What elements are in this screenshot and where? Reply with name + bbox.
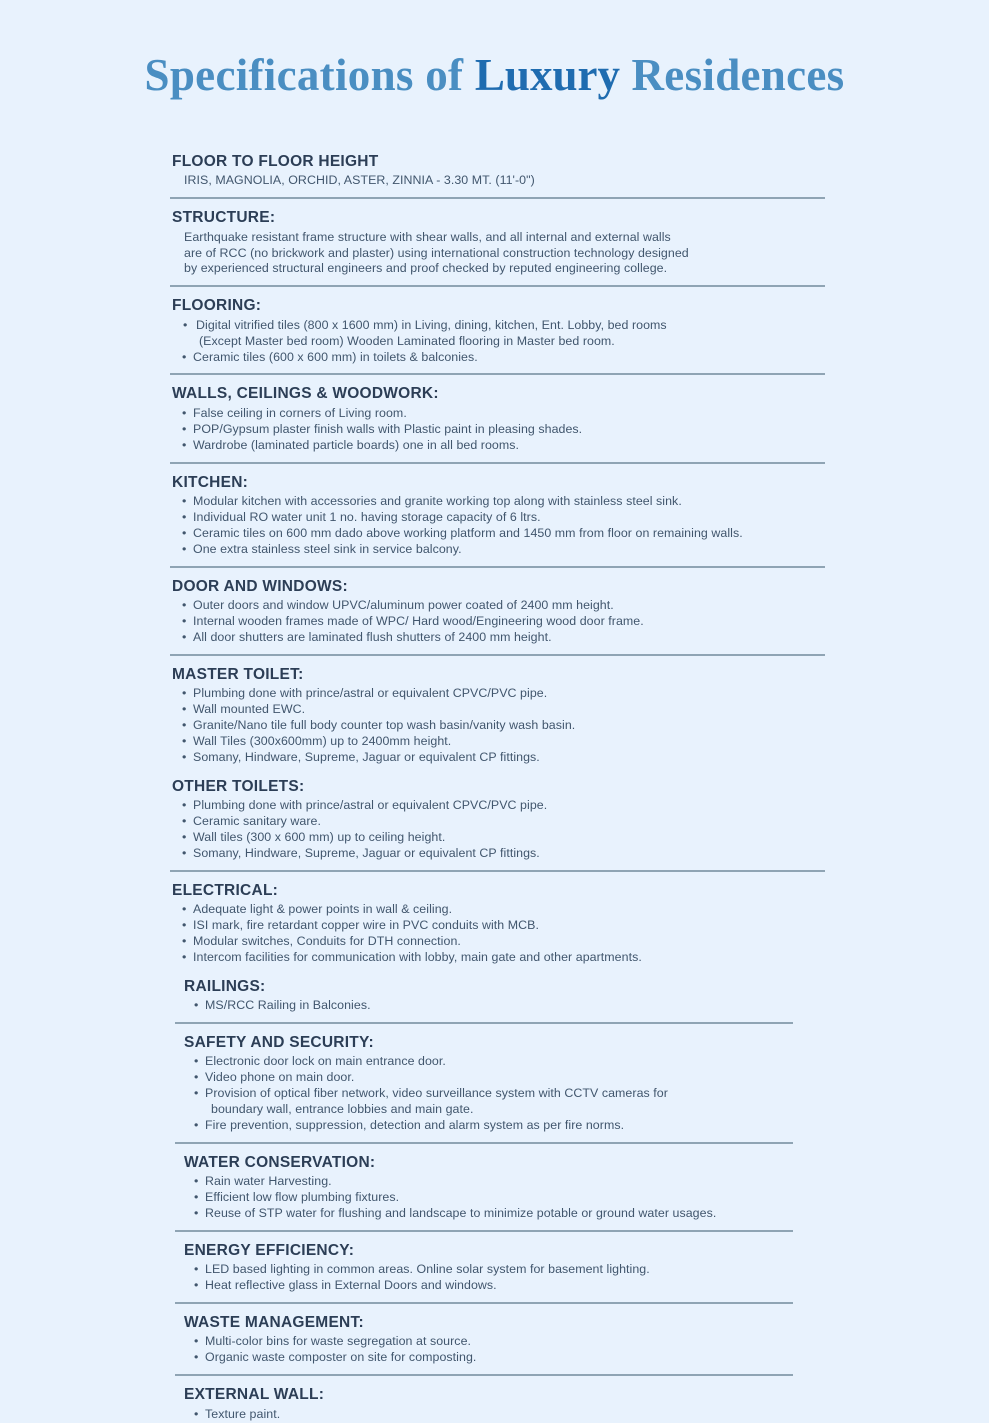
section-lines	[172, 798, 959, 862]
section-body	[0, 296, 989, 365]
list-item	[172, 494, 959, 510]
list-item	[184, 1054, 959, 1070]
section-heading: KITCHEN:	[172, 473, 249, 491]
section-body	[0, 1241, 989, 1294]
section-divider	[170, 654, 825, 656]
list-item-text: Somany, Hindware, Supreme, Jaguar or equivalent CP fittings.	[193, 845, 540, 860]
section-heading: FLOORING:	[172, 297, 262, 315]
list-item-text: Rain water Harvesting.	[205, 1174, 332, 1189]
bullet-icon: •	[182, 845, 187, 860]
section-door-and-windows	[0, 577, 989, 656]
list-item	[172, 542, 959, 558]
list-item-text: Individual RO water unit 1 no. having storage capacity of 6 ltrs.	[193, 509, 541, 524]
specifications-sheet	[0, 152, 989, 1423]
section-lines	[184, 1334, 959, 1366]
list-item-text: Wardrobe (laminated particle boards) one in all bed rooms.	[193, 437, 520, 452]
bullet-icon: •	[182, 717, 187, 732]
bullet-icon: •	[194, 1190, 199, 1205]
section-safety-and-security	[0, 1033, 989, 1144]
section-lines	[172, 173, 959, 189]
section-heading: SAFETY AND SECURITY:	[184, 1033, 374, 1051]
list-item	[172, 934, 959, 950]
section-body	[0, 1153, 989, 1222]
list-item-text: Granite/Nano tile full body counter top wash basin/vanity wash basin.	[193, 717, 576, 732]
bullet-icon: •	[182, 405, 187, 420]
list-item	[172, 630, 959, 646]
bullet-icon: •	[182, 701, 187, 716]
section-lines	[184, 998, 959, 1014]
section-body	[0, 977, 989, 1014]
section-other-toilets	[0, 777, 989, 872]
list-item	[172, 918, 959, 934]
list-item	[184, 1407, 959, 1423]
list-item-text: Outer doors and window UPVC/aluminum power coated of 2400 mm height.	[193, 597, 614, 612]
bullet-icon: •	[182, 421, 187, 436]
section-heading: WASTE MANAGEMENT:	[184, 1314, 364, 1332]
list-item-text: Reuse of STP water for flushing and landscape to minimize potable or ground water usages.	[205, 1205, 717, 1220]
bullet-icon: •	[182, 493, 187, 508]
section-lines	[184, 1054, 959, 1134]
list-item	[172, 598, 959, 614]
bullet-icon: •	[182, 629, 187, 644]
list-item-text: All door shutters are laminated flush shutters of 2400 mm height.	[193, 629, 552, 644]
bullet-icon: •	[182, 541, 187, 556]
section-heading: ELECTRICAL:	[172, 881, 279, 899]
section-lines	[184, 1407, 959, 1423]
list-item	[172, 438, 959, 454]
list-item-text: Organic waste composter on site for composting.	[205, 1350, 477, 1365]
section-lines	[172, 598, 959, 646]
title-accent-luxury: Luxury	[474, 50, 620, 100]
list-item-text: POP/Gypsum plaster finish walls with Plastic paint in pleasing shades.	[193, 421, 583, 436]
bullet-icon: •	[194, 1278, 199, 1293]
section-lines	[172, 902, 959, 966]
list-item	[184, 1174, 959, 1190]
list-item-text: Plumbing done with prince/astral or equivalent CPVC/PVC pipe.	[193, 686, 548, 701]
bullet-icon: •	[194, 1350, 199, 1365]
section-lines	[172, 230, 959, 278]
list-item	[184, 1086, 959, 1102]
section-heading: WATER CONSERVATION:	[184, 1153, 376, 1171]
section-divider	[170, 373, 825, 375]
list-item-text: Modular switches, Conduits for DTH connection.	[193, 933, 461, 948]
bullet-icon: •	[194, 1174, 199, 1189]
list-item-text: Fire prevention, suppression, detection and alarm system as per fire norms.	[205, 1117, 625, 1132]
section-walls-ceilings-woodwork	[0, 384, 989, 463]
bullet-icon: •	[182, 949, 187, 964]
list-item	[172, 510, 959, 526]
section-divider	[175, 1374, 793, 1376]
bullet-icon: •	[182, 917, 187, 932]
list-item	[172, 702, 959, 718]
section-body	[0, 665, 989, 766]
bullet-icon: •	[182, 349, 187, 364]
section-heading: ENERGY EFFICIENCY:	[184, 1241, 355, 1259]
page-title	[0, 52, 989, 99]
list-item	[184, 1278, 959, 1294]
bullet-icon: •	[182, 686, 187, 701]
section-heading: RAILINGS:	[184, 977, 266, 995]
list-item-text: MS/RCC Railing in Balconies.	[205, 997, 371, 1012]
list-item	[172, 318, 959, 334]
bullet-icon: •	[194, 1406, 199, 1421]
list-item-text: Provision of optical fiber network, video surveillance system with CCTV cameras for	[205, 1086, 668, 1101]
bullet-icon: •	[182, 901, 187, 916]
bullet-icon: •	[194, 1334, 199, 1349]
list-item	[184, 1262, 959, 1278]
section-body	[0, 577, 989, 646]
bullet-icon: •	[182, 829, 187, 844]
bullet-icon: •	[194, 1070, 199, 1085]
list-item-text: One extra stainless steel sink in service balcony.	[193, 541, 462, 556]
bullet-icon: •	[182, 933, 187, 948]
bullet-icon: •	[194, 1262, 199, 1277]
list-item	[172, 718, 959, 734]
section-kitchen	[0, 473, 989, 568]
bullet-icon: •	[182, 597, 187, 612]
section-lines	[172, 494, 959, 558]
list-item	[184, 1118, 959, 1134]
list-item	[184, 1334, 959, 1350]
section-structure	[0, 208, 989, 287]
list-item-text: ISI mark, fire retardant copper wire in PVC conduits with MCB.	[193, 917, 539, 932]
bullet-icon: •	[182, 813, 187, 828]
section-lines	[172, 686, 959, 766]
list-item-text: Video phone on main door.	[205, 1070, 355, 1085]
section-water-conservation	[0, 1153, 989, 1232]
section-lines	[184, 1262, 959, 1294]
section-energy-efficiency	[0, 1241, 989, 1304]
section-divider	[170, 870, 825, 872]
list-item-text: Intercom facilities for communication with lobby, main gate and other apartments.	[193, 949, 642, 964]
section-heading: EXTERNAL WALL:	[184, 1386, 325, 1404]
list-item-text: Efficient low flow plumbing fixtures.	[205, 1190, 400, 1205]
list-item	[172, 750, 959, 766]
section-heading: STRUCTURE:	[172, 209, 276, 227]
list-item-text: Electronic door lock on main entrance door.	[205, 1054, 446, 1069]
list-item-text: Internal wooden frames made of WPC/ Hard wood/Engineering wood door frame.	[193, 613, 644, 628]
section-railings	[0, 977, 989, 1024]
bullet-icon: •	[194, 1205, 199, 1220]
section-floor-to-floor-height	[0, 152, 989, 199]
section-body	[0, 152, 989, 189]
list-item	[172, 830, 959, 846]
list-item-text: Plumbing done with prince/astral or equivalent CPVC/PVC pipe.	[193, 797, 548, 812]
bullet-icon: •	[182, 797, 187, 812]
section-gap	[0, 966, 989, 977]
section-heading: WALLS, CEILINGS & WOODWORK:	[172, 385, 439, 403]
section-body	[0, 881, 989, 966]
bullet-icon: •	[183, 317, 188, 332]
list-item	[172, 406, 959, 422]
list-item	[184, 1070, 959, 1086]
section-divider	[175, 1022, 793, 1024]
list-item-text: Texture paint.	[205, 1406, 281, 1421]
list-item	[172, 686, 959, 702]
list-item-text: Wall mounted EWC.	[193, 701, 306, 716]
section-waste-management	[0, 1313, 989, 1376]
bullet-icon: •	[182, 749, 187, 764]
bullet-icon: •	[182, 509, 187, 524]
list-item	[184, 998, 959, 1014]
list-item	[172, 814, 959, 830]
list-item-text: Adequate light & power points in wall & ceiling.	[193, 901, 453, 916]
bullet-icon: •	[182, 437, 187, 452]
bullet-icon: •	[182, 525, 187, 540]
list-item: are of RCC (no brickwork and plaster) using international construction technology designed	[184, 245, 689, 260]
list-item-text: Digital vitrified tiles (800 x 1600 mm) in Living, dining, kitchen, Ent. Lobby, bed rooms	[196, 317, 667, 332]
section-divider	[175, 1142, 793, 1144]
bullet-icon: •	[194, 997, 199, 1012]
list-item-text: Somany, Hindware, Supreme, Jaguar or equivalent CP fittings.	[193, 749, 540, 764]
list-item-text: Wall tiles (300 x 600 mm) up to ceiling height.	[193, 829, 446, 844]
section-heading: MASTER TOILET:	[172, 665, 304, 683]
section-body	[0, 1385, 989, 1422]
list-item-text: False ceiling in corners of Living room.	[193, 405, 407, 420]
section-lines	[184, 1174, 959, 1222]
section-body	[0, 1033, 989, 1134]
section-flooring	[0, 296, 989, 375]
list-item	[172, 846, 959, 862]
section-gap	[0, 766, 989, 777]
list-item-text: Heat reflective glass in External Doors and windows.	[205, 1278, 497, 1293]
bullet-icon: •	[182, 613, 187, 628]
section-lines	[172, 318, 959, 366]
list-item	[184, 1206, 959, 1222]
title-suffix: Residences	[619, 50, 845, 100]
document-header	[0, 0, 989, 99]
section-body	[0, 777, 989, 862]
section-lines	[172, 406, 959, 454]
section-heading: OTHER TOILETS:	[172, 777, 305, 795]
section-divider	[170, 197, 825, 199]
list-item	[172, 950, 959, 966]
list-item: IRIS, MAGNOLIA, ORCHID, ASTER, ZINNIA - 3.30 MT. (11'-0")	[184, 173, 535, 188]
list-item-continuation: (Except Master bed room) Wooden Laminated flooring in Master bed room.	[199, 333, 615, 348]
section-divider	[170, 285, 825, 287]
list-item-text: Ceramic tiles on 600 mm dado above working platform and 1450 mm from floor on remaining walls.	[193, 525, 743, 540]
section-body	[0, 473, 989, 558]
list-item: Earthquake resistant frame structure with shear walls, and all internal and external walls	[184, 229, 671, 244]
bullet-icon: •	[182, 733, 187, 748]
section-divider	[175, 1230, 793, 1232]
list-item-text: Modular kitchen with accessories and granite working top along with stainless steel sink.	[193, 493, 682, 508]
section-body	[0, 1313, 989, 1366]
section-heading: DOOR AND WINDOWS:	[172, 577, 348, 595]
section-divider	[170, 566, 825, 568]
bullet-icon: •	[194, 1054, 199, 1069]
list-item-text: Wall Tiles (300x600mm) up to 2400mm height.	[193, 733, 452, 748]
list-item-text: Multi-color bins for waste segregation at source.	[205, 1334, 472, 1349]
bullet-icon: •	[194, 1086, 199, 1101]
section-body	[0, 208, 989, 277]
list-item	[172, 422, 959, 438]
title-prefix: Specifications of	[144, 50, 475, 100]
list-item-text: LED based lighting in common areas. Online solar system for basement lighting.	[205, 1262, 650, 1277]
section-divider	[175, 1302, 793, 1304]
list-item-continuation: boundary wall, entrance lobbies and main gate.	[211, 1101, 474, 1116]
list-item	[184, 1190, 959, 1206]
section-body	[0, 384, 989, 453]
list-item	[172, 798, 959, 814]
list-item	[172, 614, 959, 630]
section-electrical	[0, 881, 989, 977]
section-divider	[170, 462, 825, 464]
list-item	[172, 526, 959, 542]
list-item	[172, 734, 959, 750]
section-master-toilet	[0, 665, 989, 777]
section-external-wall	[0, 1385, 989, 1422]
list-item: by experienced structural engineers and proof checked by reputed engineering college.	[184, 261, 668, 276]
list-item-text: Ceramic tiles (600 x 600 mm) in toilets & balconies.	[193, 349, 478, 364]
list-item	[172, 350, 959, 366]
list-item	[184, 1350, 959, 1366]
list-item	[172, 902, 959, 918]
list-item-text: Ceramic sanitary ware.	[193, 813, 322, 828]
section-heading: FLOOR TO FLOOR HEIGHT	[172, 153, 379, 170]
bullet-icon: •	[194, 1117, 199, 1132]
